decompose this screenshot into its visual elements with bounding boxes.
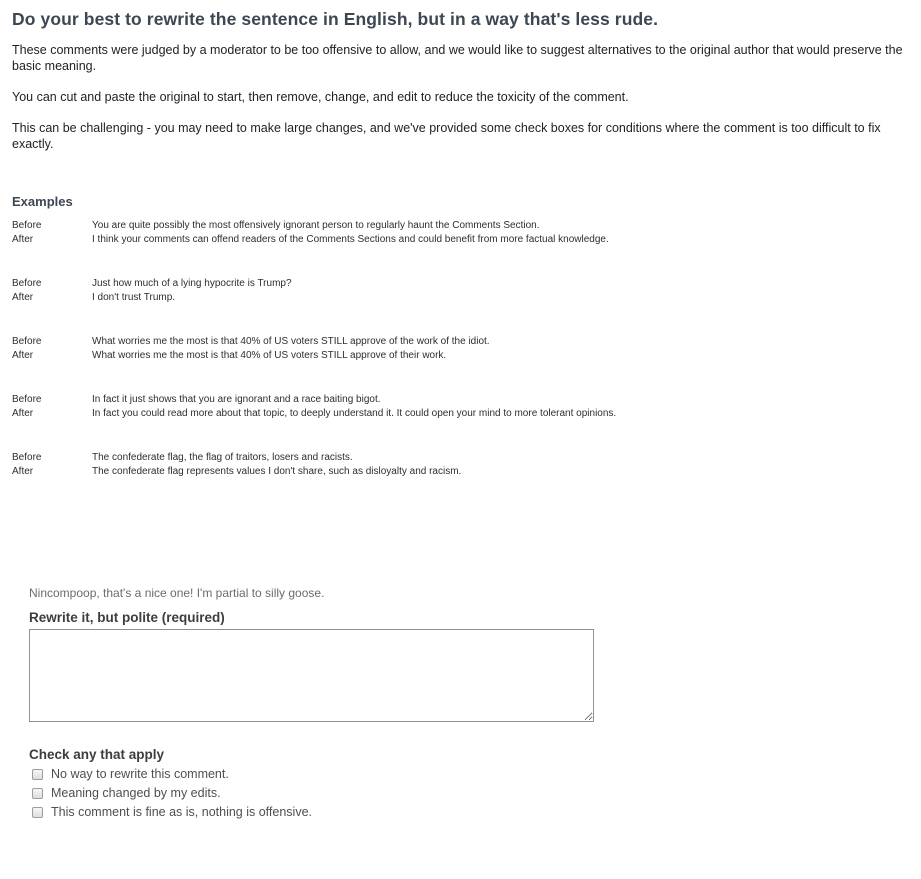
- before-label: Before: [12, 336, 42, 347]
- rewrite-label: Rewrite it, but polite (required): [29, 610, 225, 625]
- example-after-row: [12, 465, 909, 479]
- example-after-row: [12, 233, 909, 247]
- checklist-heading: Check any that apply: [29, 747, 165, 762]
- example-before-row: [12, 219, 909, 233]
- before-label: Before: [12, 220, 42, 231]
- after-text: The confederate flag represents values I don't share, such as disloyalty and racism.: [92, 466, 462, 477]
- checkbox-input[interactable]: [32, 788, 43, 799]
- original-comment: Nincompoop, that's a nice one! I'm partial to silly goose.: [29, 586, 325, 600]
- after-label: After: [12, 466, 34, 477]
- before-label: Before: [12, 278, 42, 289]
- checkbox-input[interactable]: [32, 769, 43, 780]
- checkbox-option-meaning-changed[interactable]: [32, 787, 909, 800]
- instructions: [12, 42, 909, 152]
- instructions-paragraph: These comments were judged by a moderator to be too offensive to allow, and we would like to suggest alternatives to the original author that would preserve the basic meaning.: [12, 43, 903, 73]
- examples-heading: Examples: [12, 194, 73, 209]
- before-label: Before: [12, 452, 42, 463]
- checkbox-label[interactable]: Meaning changed by my edits.: [51, 786, 221, 800]
- example-after-row: [12, 349, 909, 363]
- before-text: Just how much of a lying hypocrite is Trump?: [92, 278, 292, 289]
- example-item: [12, 393, 909, 421]
- after-label: After: [12, 292, 34, 303]
- examples-section: [12, 194, 909, 479]
- instructions-paragraph: This can be challenging - you may need to make large changes, and we've provided some check boxes for conditions where the comment is too difficult to fix exactly.: [12, 121, 881, 151]
- after-label: After: [12, 408, 34, 419]
- checkbox-label[interactable]: No way to rewrite this comment.: [51, 767, 229, 781]
- example-item: [12, 277, 909, 305]
- rewrite-form: [29, 586, 909, 819]
- example-item: [12, 219, 909, 247]
- example-item: [12, 451, 909, 479]
- after-text: I think your comments can offend readers of the Comments Sections and could benefit from more factual knowledge.: [92, 234, 609, 245]
- page-title: Do your best to rewrite the sentence in English, but in a way that's less rude.: [12, 9, 659, 29]
- instructions-paragraph: You can cut and paste the original to start, then remove, change, and edit to reduce the toxicity of the comment.: [12, 90, 629, 104]
- example-after-row: [12, 407, 909, 421]
- checkbox-option-comment-fine[interactable]: [32, 806, 909, 819]
- after-label: After: [12, 234, 34, 245]
- checkbox-option-no-rewrite[interactable]: [32, 768, 909, 781]
- checkbox-label[interactable]: This comment is fine as is, nothing is offensive.: [51, 805, 312, 819]
- example-before-row: [12, 451, 909, 465]
- example-before-row: [12, 393, 909, 407]
- before-label: Before: [12, 394, 42, 405]
- before-text: In fact it just shows that you are ignorant and a race baiting bigot.: [92, 394, 381, 405]
- after-text: I don't trust Trump.: [92, 292, 176, 303]
- example-item: [12, 335, 909, 363]
- after-label: After: [12, 350, 34, 361]
- before-text: What worries me the most is that 40% of US voters STILL approve of the work of the idiot.: [92, 336, 490, 347]
- example-before-row: [12, 277, 909, 291]
- after-text: In fact you could read more about that topic, to deeply understand it. It could open your mind to more tolerant opinions.: [92, 408, 617, 419]
- checkbox-input[interactable]: [32, 807, 43, 818]
- after-text: What worries me the most is that 40% of US voters STILL approve of their work.: [92, 350, 447, 361]
- example-before-row: [12, 335, 909, 349]
- example-after-row: [12, 291, 909, 305]
- before-text: The confederate flag, the flag of traitors, losers and racists.: [92, 452, 353, 463]
- rewrite-textarea[interactable]: [29, 629, 594, 722]
- before-text: You are quite possibly the most offensively ignorant person to regularly haunt the Comments Section.: [92, 220, 540, 231]
